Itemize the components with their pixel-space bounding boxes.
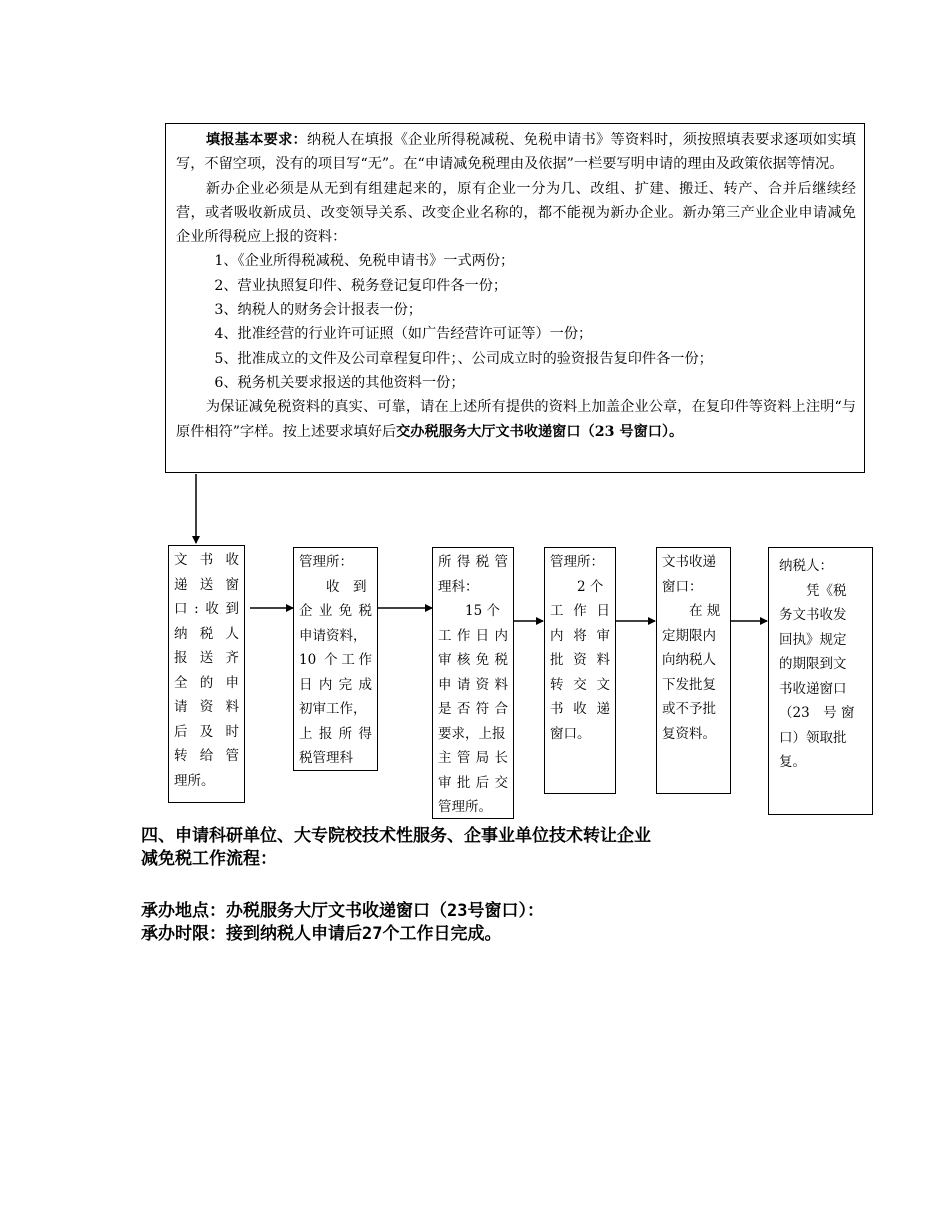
flow-step-taxpayer: 纳税人： 凭《税 务文书收发 回执》规定 的期限到文 书收递窗口 （23 号 窗 口）领取批 复。 [768, 547, 873, 815]
closing-paragraph: 为保证减免税资料的真实、可靠，请在上述所有提供的资料上加盖企业公章，在复印件等资料上注明“与原件相符”字样。按上述要求填好后交办税服务大厅文书收递窗口（23 号窗口）。 [176, 399, 856, 440]
flow-step-income-tax-section: 所 得 税 管 理科： 15 个 工 作 日 内 审 核 免 税 申 请 资 料 是 否 符 合 要求，上报 主 管 局 长 审 批 后 交 管理所。 [432, 547, 514, 819]
section-4-title-line2: 减免税工作流程： [141, 849, 277, 869]
section-4-time-limit: 承办时限：接到纳税人申请后27个工作日完成。 [141, 924, 502, 944]
requirement-item: 2、营业执照复印件、税务登记复印件各一份； [214, 277, 508, 294]
requirement-item: 6、税务机关要求报送的其他资料一份； [214, 374, 465, 391]
requirement-item: 3、纳税人的财务会计报表一份； [214, 302, 422, 319]
requirement-item: 5、批准成立的文件及公司章程复印件；、公司成立时的验资报告复印件各一份； [214, 350, 713, 367]
flow-step-management-office-2: 管理所： 2 个 工 作 日 内 将 审 批 资 料 转 交 文 书 收 递 窗口。 [544, 547, 616, 794]
requirement-item: 1、《企业所得税减税、免税申请书》一式两份； [214, 253, 515, 270]
flow-step-document-window: 文 书 收 递 送 窗 口:收到 纳 税 人 报 送 齐 全 的 申 请 资 料 后 及 时 转 给 管 理所。 [168, 545, 245, 803]
flow-step-document-window-2: 文书收递 窗口： 在 规 定期限内 向纳税人 下发批复 或不予批 复资料。 [656, 547, 731, 794]
requirements-intro: 填报基本要求：纳税人在填报《企业所得税减税、免税申请书》等资料时，须按照填表要求逐项如实填写，不留空项，没有的项目写“无”。在“申请减免税理由及依据”一栏要写明申请的理由及政策依据等情况。 [176, 132, 856, 173]
requirement-item: 4、批准经营的行业许可证照（如广告经营许可证等）一份； [214, 326, 593, 343]
flow-step-management-office: 管理所： 收 到 企 业 免 税 申请资料， 10 个工作 日 内 完 成 初审工作， 上 报 所 得 税管理科 [293, 547, 378, 771]
new-enterprise-paragraph: 新办企业必须是从无到有组建起来的，原有企业一分为几、改组、扩建、搬迁、转产、合并后继续经营，或者吸收新成员、改变领导关系、改变企业名称的，都不能视为新办企业。新办第三产业企业申请减免企业所得税应上报的资料： [176, 180, 856, 246]
section-4-title-line1: 四、申请科研单位、大专院校技术性服务、企事业单位技术转让企业 [141, 826, 651, 846]
requirements-label: 填报基本要求： [205, 132, 307, 148]
section-4-location: 承办地点：办税服务大厅文书收递窗口（23号窗口）： [141, 901, 544, 921]
